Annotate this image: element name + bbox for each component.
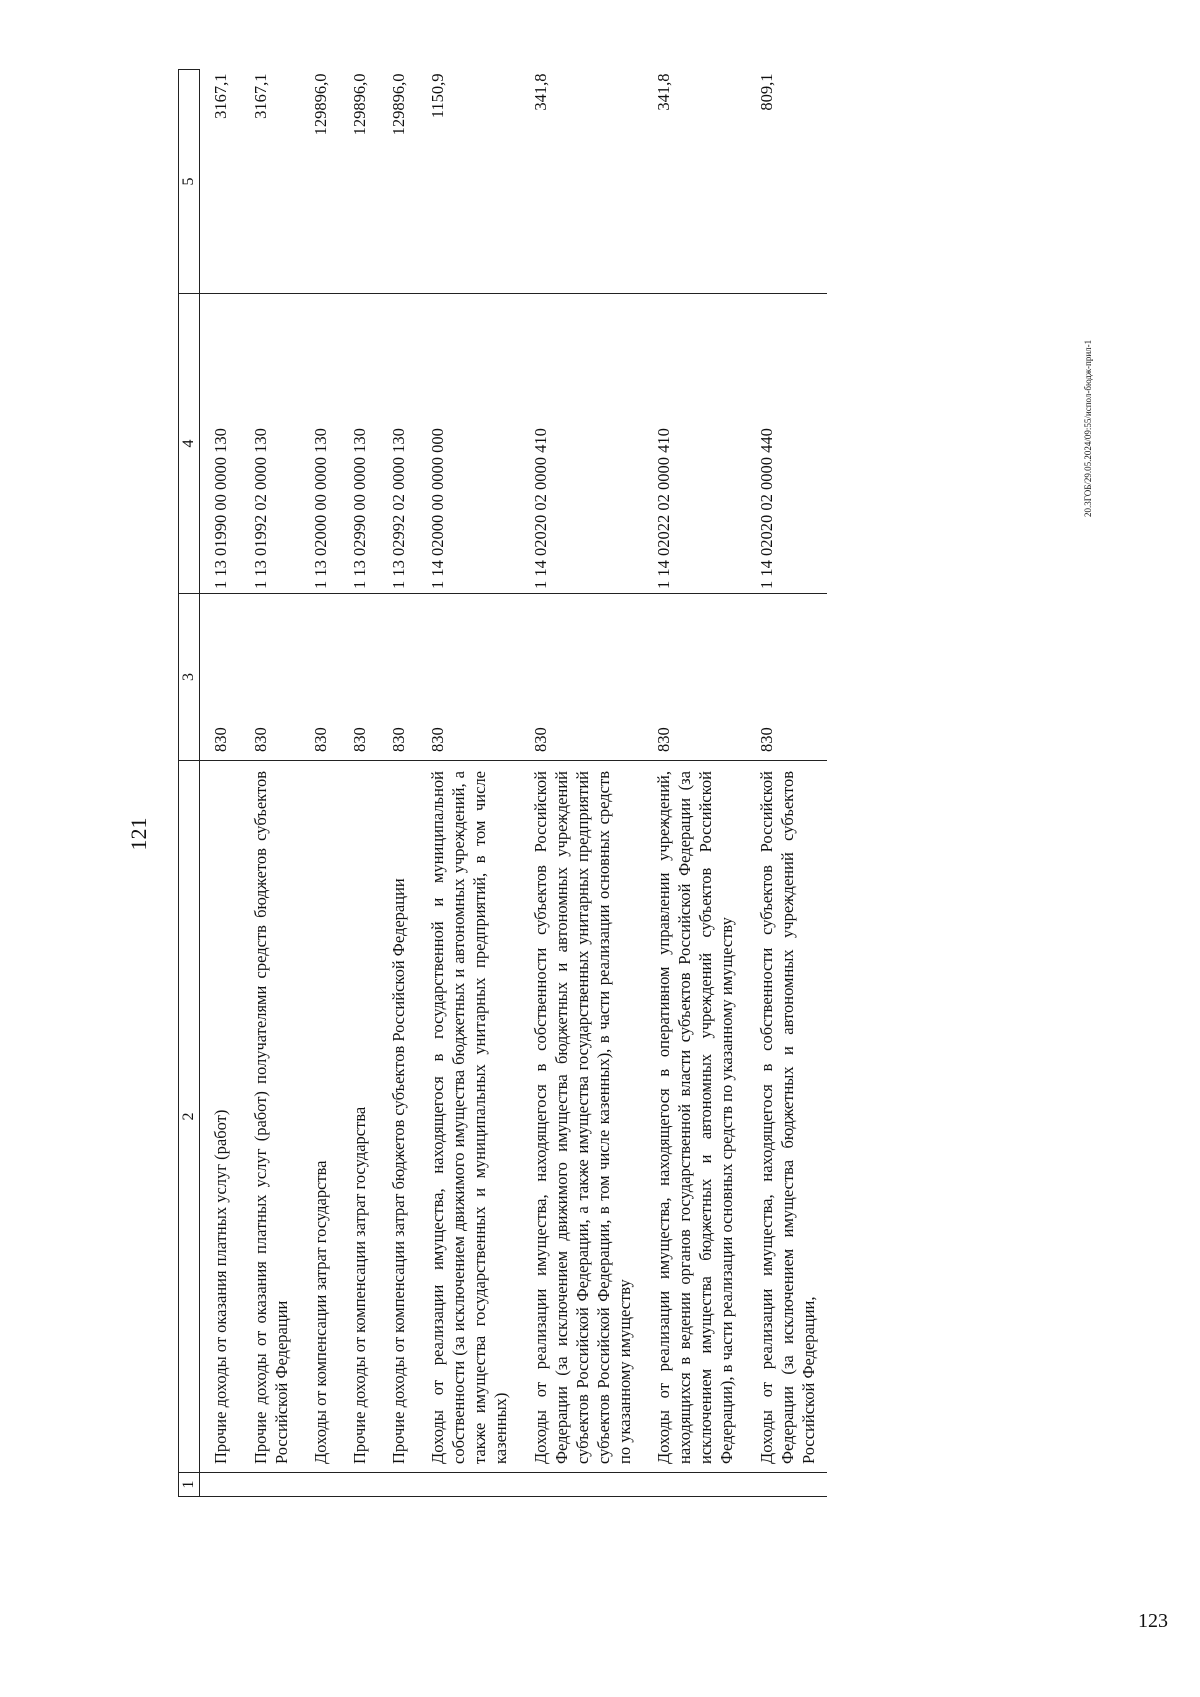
table-cell-admin-code: 830 [417,594,519,761]
table-row [746,70,827,1497]
table-cell-admin-code: 830 [339,594,378,761]
table-cell-num [240,1473,300,1497]
budget-revenue-table [178,69,827,1497]
table-cell-amount: 341,8 [520,70,644,294]
table-row [300,70,339,1497]
table-cell-amount: 129896,0 [300,70,339,294]
table-cell-admin-code: 830 [378,594,417,761]
column-header: 4 [179,294,200,594]
table-cell-description: Прочие доходы от компенсации затрат государства [339,761,378,1473]
table-cell-classification-code: 1 14 02020 02 0000 410 [520,294,644,594]
table-cell-num [643,1473,745,1497]
table-cell-description: Прочие доходы от оказания платных услуг (работ) получателями средств бюджетов субъектов Российской Федерации [240,761,300,1473]
table-cell-description: Прочие доходы от компенсации затрат бюджетов субъектов Российской Федерации [378,761,417,1473]
table-cell-admin-code: 830 [643,594,745,761]
table-row [339,70,378,1497]
table-row [417,70,519,1497]
table-cell-classification-code: 1 14 02000 00 0000 000 [417,294,519,594]
table-row [240,70,300,1497]
table-row [378,70,417,1497]
table-cell-description: Доходы от реализации имущества, находящегося в собственности субъектов Российской Федерации (за исключением имущества бюджетных и автономных учреждений субъектов Российской Федерации, [746,761,827,1473]
column-header: 3 [179,594,200,761]
table-cell-classification-code: 1 13 01990 00 0000 130 [200,294,240,594]
table-cell-description: Доходы от реализации имущества, находящегося в собственности субъектов Российской Федерации (за исключением движимого имущества бюджетных и автономных учреждений субъектов Российской Федерации, а также имущества государственных унитарных предприятий субъектов Российской Федерации, в том числе казенных), в части реализации основных средств по указанному имуществу [520,761,644,1473]
table-cell-num [520,1473,644,1497]
table-row [200,70,240,1497]
table-cell-num [200,1473,240,1497]
table-row [643,70,745,1497]
table-cell-amount: 129896,0 [378,70,417,294]
table-cell-amount: 809,1 [746,70,827,294]
table-cell-amount: 1150,9 [417,70,519,294]
table-cell-description: Прочие доходы от оказания платных услуг (работ) [200,761,240,1473]
table-header-row [179,70,200,1497]
table-cell-classification-code: 1 14 02022 02 0000 410 [643,294,745,594]
table-cell-amount: 129896,0 [339,70,378,294]
table-cell-num [746,1473,827,1497]
document-footer-code: 20.3ГОБ/29.05.2024/09:55/испол-бюдж-прил-1 [1083,339,1093,517]
table-cell-classification-code: 1 13 02992 02 0000 130 [378,294,417,594]
table-cell-amount: 341,8 [643,70,745,294]
table-cell-admin-code: 830 [200,594,240,761]
table-cell-description: Доходы от реализации имущества, находящегося в оперативном управлении учреждений, находящихся в ведении органов государственной власти субъектов Российской Федерации (за исключением имущества бюджетных и автономных учреждений субъектов Российской Федерации), в части реализации основных средств по указанному имуществу [643,761,745,1473]
column-header: 2 [179,761,200,1473]
table-cell-description: Доходы от компенсации затрат государства [300,761,339,1473]
table-cell-admin-code: 830 [746,594,827,761]
table-cell-num [300,1473,339,1497]
corner-page-number: 123 [1138,1610,1168,1632]
table-cell-amount: 3167,1 [240,70,300,294]
column-header: 1 [179,1473,200,1497]
table-cell-admin-code: 830 [300,594,339,761]
table-cell-classification-code: 1 13 02990 00 0000 130 [339,294,378,594]
page-number: 121 [126,817,151,851]
table-cell-admin-code: 830 [240,594,300,761]
table-cell-num [339,1473,378,1497]
table-cell-classification-code: 1 13 01992 02 0000 130 [240,294,300,594]
table-cell-admin-code: 830 [520,594,644,761]
table-cell-num [378,1473,417,1497]
table-cell-description: Доходы от реализации имущества, находящегося в государственной и муниципальной собственности (за исключением движимого имущества бюджетных и автономных учреждений, а также имущества государственных и муниципальных унитарных предприятий, в том числе казенных) [417,761,519,1473]
table-row [520,70,644,1497]
table-cell-num [417,1473,519,1497]
table-cell-amount: 3167,1 [200,70,240,294]
table-cell-classification-code: 1 14 02020 02 0000 440 [746,294,827,594]
table-cell-classification-code: 1 13 02000 00 0000 130 [300,294,339,594]
column-header: 5 [179,70,200,294]
